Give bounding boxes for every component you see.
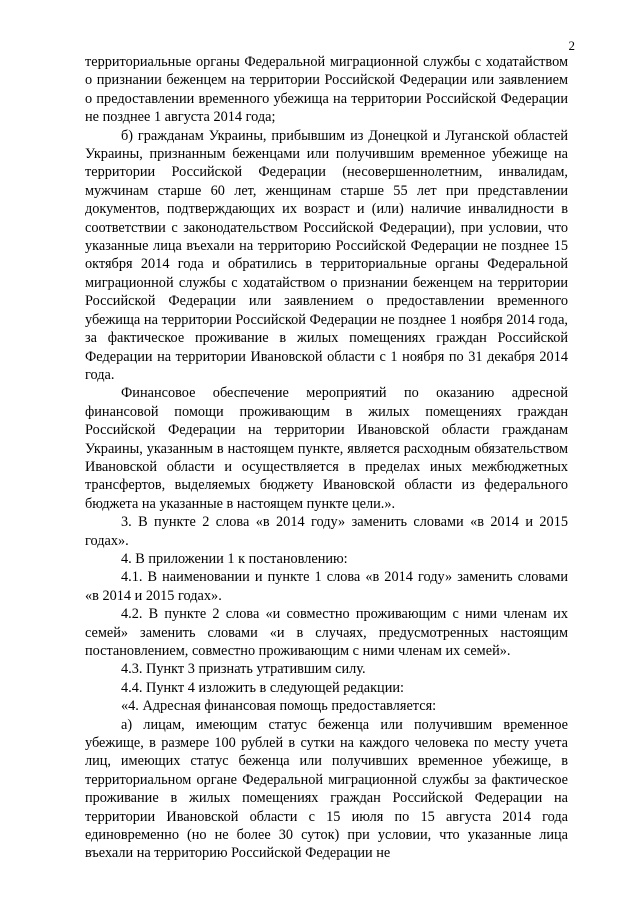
paragraph-point-4-1: 4.1. В наименовании и пункте 1 слова «в 2014 году» заменить словами «в 2014 и 2015 годах». (85, 569, 568, 604)
paragraph-point-4-2: 4.2. В пункте 2 слова «и совместно проживающим с ними членам их семей» заменить словами «и в случаях, предусмотренных настоящим постановлением, совместно проживающим с ними членам их семей». (85, 606, 568, 659)
paragraph-new-point-4: «4. Адресная финансовая помощь предоставляется: (121, 698, 437, 715)
document-body (85, 53, 568, 863)
paragraph-item-b: б) гражданам Украины, прибывшим из Донецкой и Луганской областей Украины, признанным беженцами или получившим временное убежище на территории Российской Федерации (несовершеннолетним, инвалидам, мужчинам старше 60 лет, женщинам старше 55 лет при представлении документов, подтверждающих их возраст и (или) наличие инвалидности в соответствии с законодательством Российской Федерации), при условии, что указанные лица въехали на территорию Российской Федерации не позднее 15 октября 2014 года и обратились в территориальные органы Федеральной миграционной службы с ходатайством о признании беженцем на территории Российской Федерации или заявлением о предоставлении временного убежища на территории Российской Федерации не позднее 1 ноября 2014 года, за фактическое проживание в жилых помещениях граждан Российской Федерации на территории Ивановской области с 1 ноября по 31 декабря 2014 года. (85, 127, 568, 383)
paragraph-financing: Финансовое обеспечение мероприятий по оказанию адресной финансовой помощи проживающим в жилых помещениях граждан Российской Федерации на территории Ивановской области гражданам Украины, указанным в настоящем пункте, является расходным обязательством Ивановской области и осуществляется в пределах иных межбюджетных трансфертов, выделяемых бюджету Ивановской области из федерального бюджета на указанные в настоящем пункте цели.». (85, 385, 568, 512)
paragraph-item-a: а) лицам, имеющим статус беженца или получившим временное убежище, в размере 100 рублей в сутки на каждого человека по месту учета лиц, имеющих статус беженца или получивших временное убежище, в территориальном органе Федеральной миграционной службы за фактическое проживание в жилых помещениях граждан Российской Федерации на территории Ивановской области с 15 июля по 15 августа 2014 года единовременно (но не более 30 суток) при условии, что указанные лица въехали на территорию Российской Федерации не (85, 716, 568, 862)
page-number: 2 (568, 38, 575, 53)
paragraph-continuation: территориальные органы Федеральной миграционной службы с ходатайством о признании беженцем на территории Российской Федерации или заявлением о предоставлении временного убежища на территории Российской Федерации не позднее 1 августа 2014 года; (85, 54, 568, 126)
paragraph-point-4-4: 4.4. Пункт 4 изложить в следующей редакции: (121, 679, 404, 696)
paragraph-point-3: 3. В пункте 2 слова «в 2014 году» заменить словами «в 2014 и 2015 годах». (85, 514, 568, 549)
paragraph-point-4-3: 4.3. Пункт 3 признать утратившим силу. (121, 661, 366, 678)
paragraph-point-4: 4. В приложении 1 к постановлению: (121, 550, 348, 567)
